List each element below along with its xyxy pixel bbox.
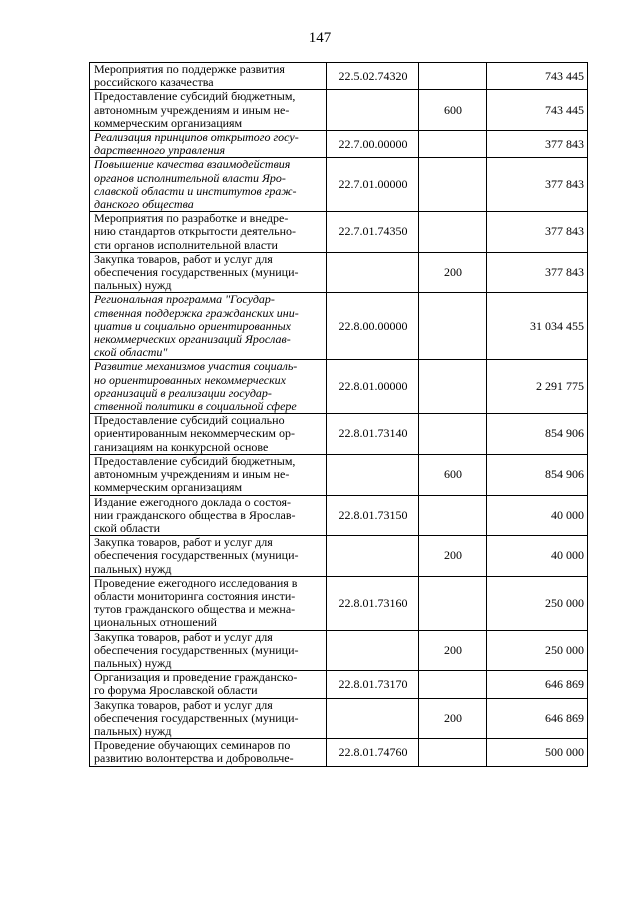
table-row: [90, 414, 588, 455]
row-name-line: ориентированным некоммерческим ор-: [94, 426, 295, 441]
table-row: [90, 454, 588, 495]
row-name-line: циатив и социально ориентированных: [94, 318, 291, 333]
row-name-line: Региональная программа "Государ-: [94, 292, 275, 307]
row-amount-cell: 377 843: [487, 212, 588, 253]
row-amount-cell: 31 034 455: [487, 293, 588, 360]
row-expense-type-cell: [419, 293, 487, 360]
table-row: [90, 293, 588, 360]
row-name-cell: [90, 414, 327, 455]
row-name-line: Повышение качества взаимодействия: [94, 157, 291, 172]
row-expense-type-cell: 200: [419, 698, 487, 739]
row-name-line: коммерческим организациям: [94, 115, 243, 130]
row-name-line: дарственного управления: [94, 143, 226, 158]
row-code-cell: [327, 90, 419, 131]
table-row: [90, 630, 588, 671]
table-row: [90, 212, 588, 253]
row-expense-type-cell: 200: [419, 252, 487, 293]
row-name-line: циональных отношений: [94, 615, 217, 630]
row-name-line: пальных) нужд: [94, 561, 172, 576]
page-number: 147: [308, 30, 332, 46]
row-amount-cell: 377 843: [487, 158, 588, 212]
row-amount-cell: 40 000: [487, 536, 588, 577]
table-row: [90, 698, 588, 739]
row-name-cell: [90, 536, 327, 577]
row-name-cell: [90, 454, 327, 495]
row-name-line: области мониторинга состояния инсти-: [94, 588, 296, 603]
row-expense-type-cell: [419, 212, 487, 253]
row-amount-cell: 2 291 775: [487, 360, 588, 414]
row-expense-type-cell: 200: [419, 630, 487, 671]
row-name-line: обеспечения государственных (муници-: [94, 265, 299, 280]
row-name-line: сти органов исполнительной власти: [94, 237, 278, 252]
row-code-cell: 22.7.00.00000: [327, 131, 419, 158]
row-name-line: Закупка товаров, работ и услуг для: [94, 697, 273, 712]
row-code-cell: 22.8.01.00000: [327, 360, 419, 414]
row-name-line: Предоставление субсидий социально: [94, 413, 285, 428]
row-name-line: Предоставление субсидий бюджетным,: [94, 89, 296, 104]
row-expense-type-cell: [419, 414, 487, 455]
row-amount-cell: 854 906: [487, 454, 588, 495]
table-row: [90, 360, 588, 414]
row-name-cell: [90, 495, 327, 536]
row-name-cell: [90, 212, 327, 253]
table-row: [90, 131, 588, 158]
row-name-cell: [90, 252, 327, 293]
row-name-cell: [90, 131, 327, 158]
row-code-cell: [327, 252, 419, 293]
table-row: [90, 671, 588, 698]
table-row: [90, 495, 588, 536]
row-name-line: Проведение обучающих семинаров по: [94, 738, 291, 753]
table-row: [90, 536, 588, 577]
row-code-cell: 22.7.01.00000: [327, 158, 419, 212]
row-name-cell: [90, 739, 327, 766]
row-name-cell: [90, 576, 327, 630]
row-expense-type-cell: [419, 739, 487, 766]
row-name-line: обеспечения государственных (муници-: [94, 642, 299, 657]
row-name-line: автономным учреждениям и иным не-: [94, 102, 290, 117]
table-row: [90, 158, 588, 212]
row-name-line: некоммерческих организаций Ярослав-: [94, 332, 291, 347]
row-name-cell: [90, 360, 327, 414]
row-code-cell: [327, 454, 419, 495]
row-name-line: ской области: [94, 520, 161, 535]
row-amount-cell: 743 445: [487, 63, 588, 90]
row-expense-type-cell: [419, 158, 487, 212]
row-name-line: но ориентированных некоммерческих: [94, 372, 287, 387]
row-name-line: данского общества: [94, 197, 194, 212]
row-name-line: ганизациям на конкурсной основе: [94, 439, 269, 454]
row-name-line: Мероприятия по разработке и внедре-: [94, 211, 289, 226]
row-code-cell: 22.8.01.73150: [327, 495, 419, 536]
row-name-line: тутов гражданского общества и межна-: [94, 602, 296, 617]
row-name-line: обеспечения государственных (муници-: [94, 710, 299, 725]
row-name-line: нию стандартов открытости деятельно-: [94, 224, 297, 239]
row-name-line: Закупка товаров, работ и услуг для: [94, 535, 273, 550]
row-code-cell: 22.8.00.00000: [327, 293, 419, 360]
row-amount-cell: 854 906: [487, 414, 588, 455]
table-row: [90, 576, 588, 630]
row-name-line: Закупка товаров, работ и услуг для: [94, 251, 273, 266]
budget-table: [89, 62, 588, 767]
row-name-line: Организация и проведение гражданско-: [94, 670, 298, 685]
row-name-line: коммерческим организациям: [94, 480, 243, 495]
row-name-line: обеспечения государственных (муници-: [94, 548, 299, 563]
row-code-cell: 22.8.01.74760: [327, 739, 419, 766]
row-name-line: организаций в реализации государ-: [94, 385, 272, 400]
row-name-line: пальных) нужд: [94, 723, 172, 738]
row-name-cell: [90, 671, 327, 698]
row-expense-type-cell: 200: [419, 536, 487, 577]
row-name-line: Реализация принципов открытого госу-: [94, 130, 299, 145]
row-name-line: российского казачества: [94, 75, 214, 90]
row-amount-cell: 646 869: [487, 698, 588, 739]
row-name-line: Развитие механизмов участия социаль-: [94, 359, 298, 374]
row-code-cell: 22.8.01.73160: [327, 576, 419, 630]
row-code-cell: 22.8.01.73170: [327, 671, 419, 698]
row-name-line: пальных) нужд: [94, 278, 172, 293]
table-row: [90, 63, 588, 90]
row-amount-cell: 40 000: [487, 495, 588, 536]
row-name-line: Мероприятия по поддержке развития: [94, 62, 285, 76]
row-name-line: ственная поддержка гражданских ини-: [94, 305, 299, 320]
row-amount-cell: 250 000: [487, 630, 588, 671]
row-name-line: ской области": [94, 345, 168, 360]
row-name-line: го форума Ярославской области: [94, 683, 258, 698]
row-expense-type-cell: [419, 671, 487, 698]
row-name-line: Предоставление субсидий бюджетным,: [94, 453, 296, 468]
row-name-line: Проведение ежегодного исследования в: [94, 575, 298, 590]
row-code-cell: [327, 630, 419, 671]
row-name-line: автономным учреждениям и иным не-: [94, 467, 290, 482]
row-code-cell: 22.8.01.73140: [327, 414, 419, 455]
row-amount-cell: 646 869: [487, 671, 588, 698]
row-name-cell: [90, 630, 327, 671]
row-name-cell: [90, 90, 327, 131]
row-name-line: Издание ежегодного доклада о состоя-: [94, 494, 292, 509]
row-name-line: нии гражданского общества в Ярослав-: [94, 507, 296, 522]
row-name-cell: [90, 158, 327, 212]
table-row: [90, 252, 588, 293]
row-name-line: славской области и институтов граж-: [94, 183, 297, 198]
row-expense-type-cell: [419, 360, 487, 414]
row-name-line: пальных) нужд: [94, 655, 172, 670]
row-name-cell: [90, 293, 327, 360]
row-amount-cell: 500 000: [487, 739, 588, 766]
row-expense-type-cell: [419, 131, 487, 158]
row-amount-cell: 250 000: [487, 576, 588, 630]
row-name-line: развитию волонтерства и добровольче-: [94, 751, 294, 766]
table-row: [90, 90, 588, 131]
row-name-cell: [90, 698, 327, 739]
row-amount-cell: 743 445: [487, 90, 588, 131]
row-amount-cell: 377 843: [487, 252, 588, 293]
row-code-cell: 22.7.01.74350: [327, 212, 419, 253]
row-code-cell: 22.5.02.74320: [327, 63, 419, 90]
row-name-line: ственной политики в социальной сфере: [94, 399, 297, 414]
table-row: [90, 739, 588, 766]
table-body: [90, 63, 588, 767]
row-expense-type-cell: [419, 495, 487, 536]
row-name-line: Закупка товаров, работ и услуг для: [94, 629, 273, 644]
row-amount-cell: 377 843: [487, 131, 588, 158]
row-expense-type-cell: [419, 576, 487, 630]
row-expense-type-cell: [419, 63, 487, 90]
row-expense-type-cell: 600: [419, 454, 487, 495]
row-code-cell: [327, 536, 419, 577]
row-code-cell: [327, 698, 419, 739]
row-name-line: органов исполнительной власти Яро-: [94, 170, 286, 185]
row-expense-type-cell: 600: [419, 90, 487, 131]
row-name-cell: [90, 63, 327, 90]
